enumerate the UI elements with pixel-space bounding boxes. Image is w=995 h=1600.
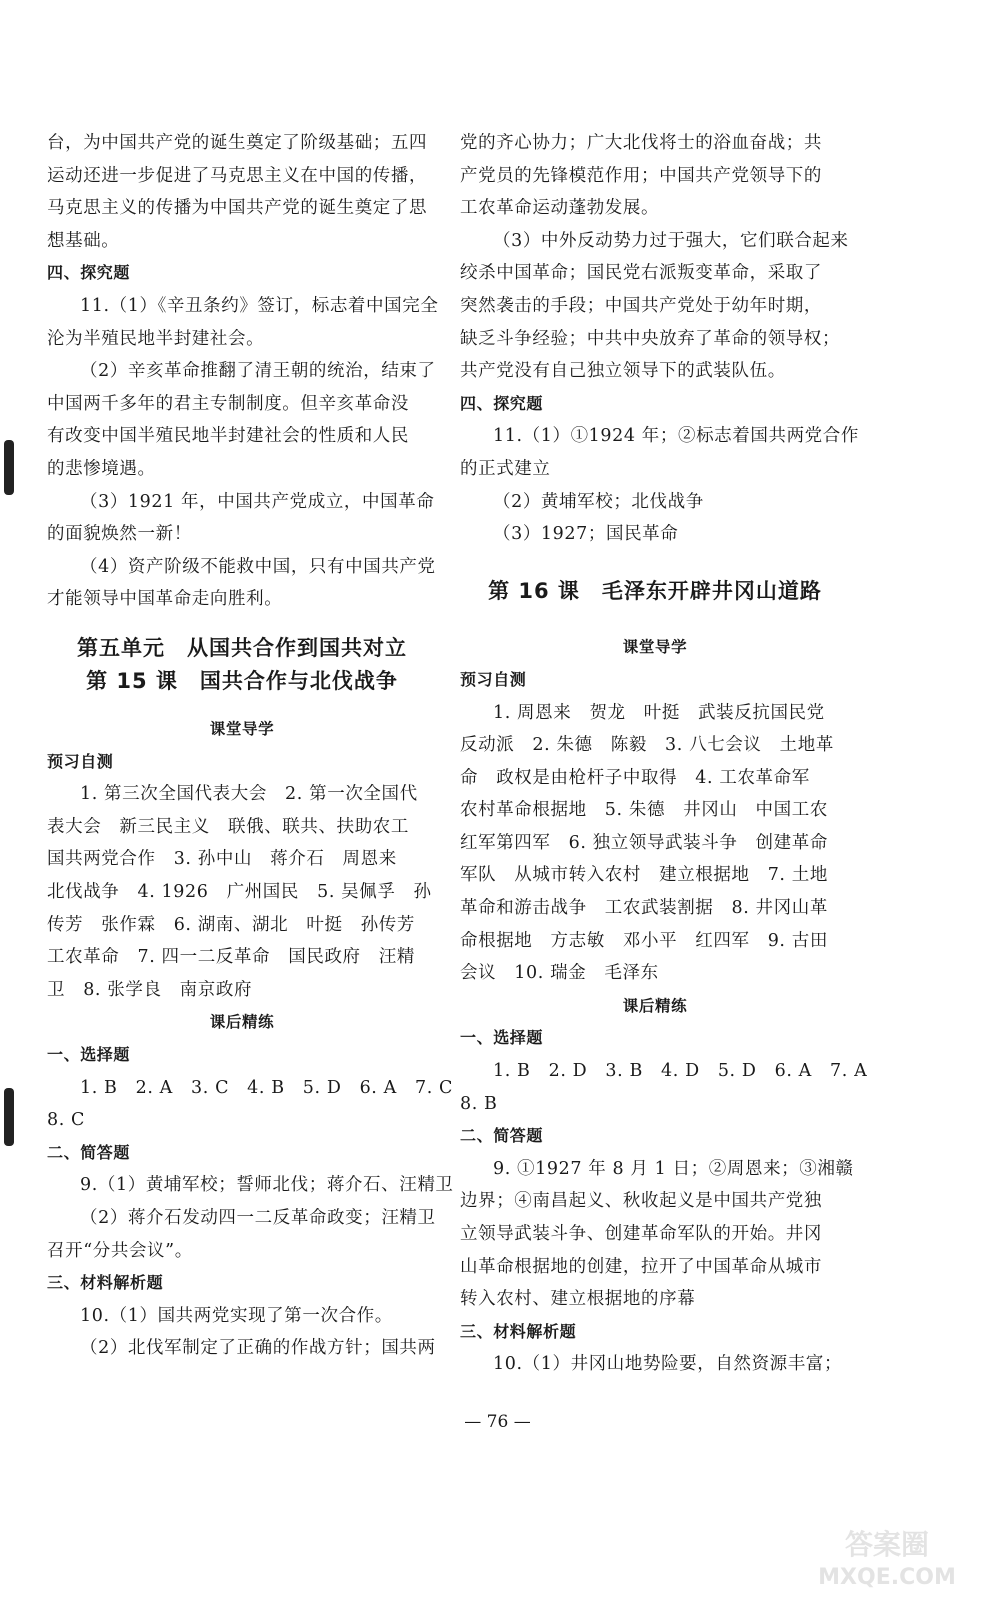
text-line: （3）1927；国民革命 [493, 524, 679, 545]
text-line: 卫 8. 张学良 南京政府 [47, 979, 253, 1000]
text-line: 北伐战争 4. 1926 广州国民 5. 吴佩孚 孙 [47, 882, 432, 903]
section-heading: 二、简答题 [47, 1142, 131, 1162]
text-line: 9.（1）黄埔军校；誓师北伐；蒋介石、汪精卫 [80, 1175, 454, 1196]
text-line: 召开“分共会议”。 [47, 1240, 193, 1261]
text-line: 工农革命运动蓬勃发展。 [460, 198, 660, 219]
scan-mark [4, 1088, 14, 1146]
text-line: 中国两千多年的君主专制制度。但辛亥革命没 [47, 393, 409, 414]
text-line: 革命和游击战争 工农武装割据 8. 井冈山革 [460, 898, 828, 919]
text-line: 产党员的先锋模范作用；中国共产党领导下的 [460, 165, 822, 186]
section-heading: 三、材料解析题 [47, 1273, 164, 1293]
subsection-title: 课堂导学 [622, 638, 688, 657]
text-line: 反动派 2. 朱德 陈毅 3. 八七会议 土地革 [460, 735, 834, 756]
text-line: 想基础。 [47, 230, 120, 251]
text-line: 缺乏斗争经验；中共中央放弃了革命的领导权； [460, 328, 841, 349]
text-line: （2）黄埔军校；北伐战争 [493, 491, 704, 512]
section-heading: 三、材料解析题 [460, 1321, 577, 1341]
text-line: 马克思主义的传播为中国共产党的诞生奠定了思 [47, 198, 428, 219]
text-line: 1. 第三次全国代表大会 2. 第一次全国代 [80, 784, 418, 805]
page-number: — 76 — [464, 1412, 531, 1432]
section-heading: 四、探究题 [47, 263, 131, 283]
text-line: 9. ①1927 年 8 月 1 日；②周恩来；③湘赣 [493, 1158, 854, 1179]
text-line: 立领导武装斗争、创建革命军队的开始。井冈 [460, 1224, 822, 1244]
text-line: 命根据地 方志敏 邓小平 红四军 9. 古田 [460, 930, 828, 951]
text-line: 山革命根据地的创建，拉开了中国革命从城市 [460, 1256, 822, 1277]
subsection-title: 课后精练 [622, 996, 688, 1015]
lesson-title: 第 16 课 毛泽东开辟井冈山道路 [488, 578, 822, 603]
text-line: （2）辛亥革命推翻了清王朝的统治，结束了 [80, 361, 436, 382]
text-line: 11.（1）《辛丑条约》签订，标志着中国完全 [80, 295, 439, 316]
left-column [47, 127, 454, 1365]
text-line: 运动还进一步促进了马克思主义在中国的传播， [47, 165, 428, 186]
text-line: 国共两党合作 3. 孙中山 蒋介石 周恩来 [47, 849, 397, 870]
right-column [460, 127, 868, 1381]
text-line: 有改变中国半殖民地半封建社会的性质和人民 [47, 426, 409, 447]
text-line: 工农革命 7. 四一二反革命 国民政府 汪精 [47, 947, 415, 968]
text-line: 边界；④南昌起义、秋收起义是中国共产党独 [460, 1191, 822, 1212]
unit-title: 第五单元 从国共合作到国共对立 [77, 635, 407, 660]
text-line: （3）中外反动势力过于强大，它们联合起来 [493, 230, 849, 251]
text-line: 1. B 2. A 3. C 4. B 5. D 6. A 7. C [80, 1077, 454, 1098]
text-line: 沦为半殖民地半封建社会。 [47, 328, 265, 349]
text-line: 的悲惨境遇。 [47, 458, 156, 479]
section-heading: 一、选择题 [460, 1028, 544, 1048]
svg-text:MXQE.COM: MXQE.COM [818, 1565, 956, 1590]
text-line: 10.（1）国共两党实现了第一次合作。 [80, 1305, 393, 1326]
text-line: 1. 周恩来 贺龙 叶挺 武装反抗国民党 [493, 702, 825, 723]
text-line: 绞杀中国革命；国民党右派叛变革命，采取了 [460, 263, 822, 284]
text-line: 传芳 张作霖 6. 湖南、湖北 叶挺 孙传芳 [47, 914, 415, 935]
text-line: 的面貌焕然一新！ [47, 524, 192, 545]
lesson-title: 第 15 课 国共合作与北伐战争 [86, 668, 398, 693]
text-line: 10.（1）井冈山地势险要，自然资源丰富； [493, 1354, 843, 1375]
subsection-title: 课堂导学 [209, 720, 275, 739]
section-heading: 预习自测 [47, 751, 114, 771]
text-line: 军队 从城市转入农村 建立根据地 7. 土地 [460, 865, 828, 886]
text-line: 共产党没有自己独立领导下的武装队伍。 [460, 361, 786, 382]
subsection-title: 课后精练 [209, 1013, 275, 1032]
text-line: （3）1921 年，中国共产党成立，中国革命 [80, 491, 435, 512]
text-line: 突然袭击的手段；中国共产党处于幼年时期， [460, 295, 822, 316]
text-line: 台，为中国共产党的诞生奠定了阶级基础；五四 [47, 133, 428, 153]
text-line: 8. B [460, 1093, 498, 1114]
text-line: 表大会 新三民主义 联俄、联共、扶助农工 [47, 816, 409, 837]
scan-mark [4, 440, 14, 495]
text-line: 农村革命根据地 5. 朱德 井冈山 中国工农 [460, 800, 828, 821]
text-line: 1. B 2. D 3. B 4. D 5. D 6. A 7. A [493, 1061, 868, 1082]
text-line: 11.（1）①1924 年；②标志着国共两党合作 [493, 426, 859, 447]
text-line: 红军第四军 6. 独立领导武装斗争 创建革命 [460, 832, 828, 853]
svg-text:答案圈: 答案圈 [844, 1528, 930, 1561]
section-heading: 四、探究题 [460, 393, 544, 413]
section-heading: 一、选择题 [47, 1045, 131, 1065]
text-line: （4）资产阶级不能救中国，只有中国共产党 [80, 556, 436, 577]
text-line: （2）蒋介石发动四一二反革命政变；汪精卫 [80, 1208, 436, 1228]
watermark-logo [803, 1520, 971, 1592]
text-line: 8. C [47, 1110, 86, 1131]
text-line: （2）北伐军制定了正确的作战方针；国共两 [80, 1338, 436, 1359]
text-line: 转入农村、建立根据地的序幕 [460, 1289, 696, 1310]
text-line: 才能领导中国革命走向胜利。 [47, 589, 283, 610]
section-heading: 二、简答题 [460, 1126, 544, 1146]
section-heading: 预习自测 [460, 669, 527, 689]
text-line: 党的齐心协力；广大北伐将士的浴血奋战；共 [460, 133, 822, 153]
text-line: 会议 10. 瑞金 毛泽东 [460, 963, 659, 984]
text-line: 命 政权是由枪杆子中取得 4. 工农革命军 [460, 767, 810, 788]
text-line: 的正式建立 [460, 458, 551, 479]
